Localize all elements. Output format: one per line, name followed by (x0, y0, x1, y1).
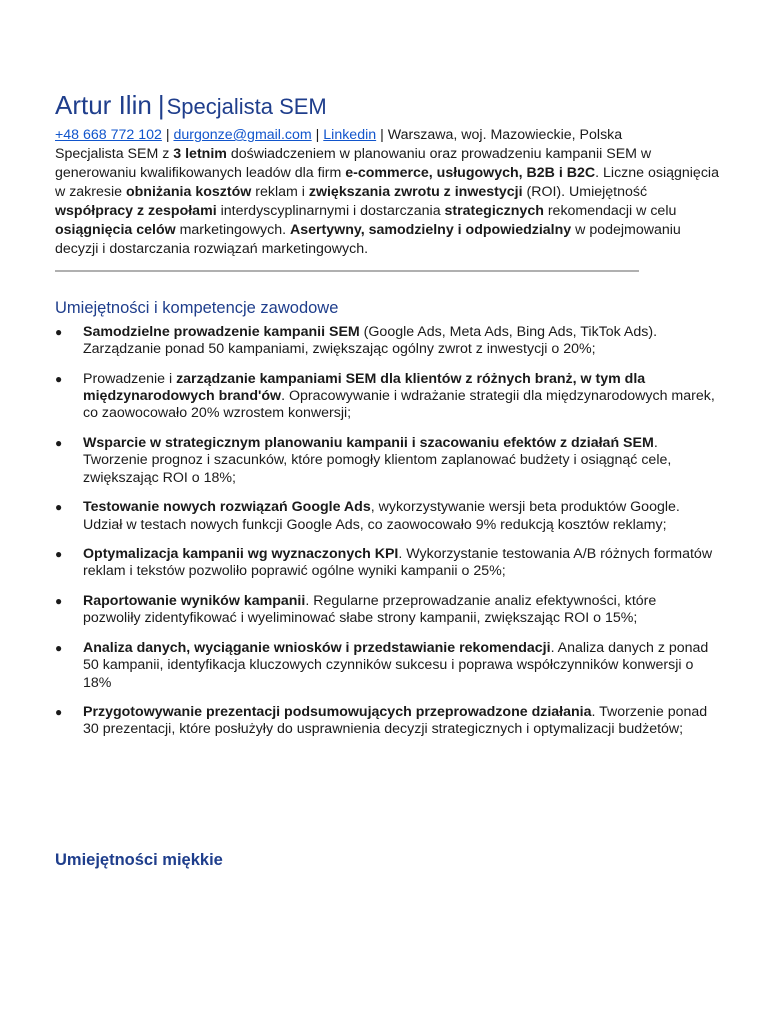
bullet-icon: ● (55, 436, 63, 451)
contact-line (55, 126, 715, 144)
summary-text: reklam i (251, 184, 309, 200)
summary-text: doświadczeniem w planowaniu oraz prowadzeniu kampanii SEM w generowaniu kwalifikowanych leadów dla firm (55, 146, 652, 181)
skill-title: Samodzielne prowadzenie kampanii SEM (83, 324, 360, 340)
summary-highlight: strategicznych (444, 203, 544, 219)
skills-section-heading: Umiejętności i kompetencje zawodowe (55, 299, 339, 317)
skills-list (55, 324, 715, 739)
skill-item (55, 435, 715, 487)
skill-title: Przygotowywanie prezentacji podsumowujących przeprowadzone działania (83, 704, 592, 721)
email-link[interactable]: durgonze@gmail.com (173, 127, 312, 143)
candidate-name: Artur Ilin (55, 90, 152, 120)
skill-item (55, 546, 715, 581)
page-title (55, 86, 715, 124)
section-divider (55, 270, 639, 272)
summary-text: interdyscyplinarnymi i dostarczania (216, 203, 445, 219)
summary-highlight: zwiększania zwrotu z inwestycji (308, 184, 523, 200)
skill-text: Prowadzenie i (83, 370, 177, 387)
summary-text: Specjalista SEM z (55, 146, 174, 162)
phone-link[interactable]: +48 668 772 102 (55, 127, 162, 143)
skill-title: Wsparcie w strategicznym planowaniu kampanii i szacowaniu efektów z działań SEM (83, 435, 654, 452)
summary-text: marketingowych. (175, 222, 290, 238)
summary-highlight: e-commerce, usługowych, B2B i B2C (345, 165, 596, 181)
bullet-icon: ● (55, 500, 63, 515)
summary-text: rekomendacji w celu (543, 203, 677, 219)
skill-item (55, 640, 715, 692)
skill-title: Optymalizacja kampanii wg wyznaczonych KPI (83, 546, 399, 563)
profile-summary (55, 145, 720, 259)
bullet-icon: ● (55, 325, 63, 339)
bullet-icon: ● (55, 594, 63, 609)
soft-skills-section-heading: Umiejętności miękkie (55, 851, 223, 869)
skill-description: . Tworzenie prognoz i szacunków, które pomogły klientom zaplanować budżety i osiągnąć cele, zwiększając ROI o 18%; (83, 435, 672, 486)
bullet-icon: ● (55, 371, 63, 386)
skill-description: (Google Ads, Meta Ads, Bing Ads, TikTok Ads). Zarządzanie ponad 50 kampaniami, zwiększając ogólny zwrot z inwestycji o 20%; (83, 324, 658, 358)
job-title: Specjalista SEM (166, 94, 327, 119)
summary-text: . Liczne osiągnięcia w zakresie (55, 165, 719, 200)
summary-highlight: Asertywny, samodzielny i odpowiedzialny (290, 222, 572, 238)
skill-item (55, 704, 715, 739)
skill-description: . Opracowywanie i wdrażanie strategii dla międzynarodowych marek, co zaowocowało 20% wzrostem konwersji; (83, 388, 715, 422)
title-separator: | (157, 90, 165, 120)
contact-separator: | (161, 127, 174, 143)
skill-description: . Tworzenie ponad 30 prezentacji, które posłużyły do usprawnienia decyzji strategicznych i optymalizacji budżetów; (83, 704, 708, 738)
skill-title: Testowanie nowych rozwiązań Google Ads (83, 499, 371, 516)
contact-separator: | (376, 127, 388, 143)
linkedin-link[interactable]: Linkedin (323, 127, 377, 143)
skill-item (55, 499, 715, 534)
skill-title: Raportowanie wyników kampanii (83, 593, 306, 610)
bullet-icon: ● (55, 547, 63, 562)
resume-page (55, 86, 719, 751)
summary-highlight: 3 letnim (173, 146, 227, 162)
skill-item (55, 593, 715, 628)
bullet-icon: ● (55, 705, 63, 720)
skill-description: . Wykorzystanie testowania A/B różnych formatów reklam i tekstów pozwoliło poprawić ogólne wyniki kampanii o 25%; (83, 546, 713, 580)
contact-separator: | (311, 127, 324, 143)
bullet-icon: ● (55, 640, 63, 655)
skill-title: zarządzanie kampaniami SEM dla klientów z różnych branż, w tym dla międzynarodowych brand'ów (83, 370, 646, 405)
summary-highlight: obniżania kosztów (125, 184, 252, 200)
skill-title: Analiza danych, wyciąganie wniosków i przedstawianie rekomendacji (83, 639, 551, 656)
summary-highlight: osiągnięcia celów (55, 222, 176, 238)
skill-item (55, 324, 715, 359)
location-text: Warszawa, woj. Mazowieckie, Polska (387, 127, 623, 143)
summary-text: w podejmowaniu decyzji i dostarczania rozwiązań marketingowych. (55, 222, 681, 257)
summary-highlight: współpracy z zespołami (55, 203, 217, 219)
skill-item (55, 371, 715, 423)
summary-text: (ROI). Umiejętność (522, 184, 648, 200)
skill-description: . Analiza danych z ponad 50 kampanii, identyfikacja kluczowych czynników sukcesu i poprawa współczynników konwersji o 18% (83, 639, 709, 691)
skill-description: , wykorzystywanie wersji beta produktów Google. Udział w testach nowych funkcji Google Ads, co zaowocowało 9% redukcją kosztów reklamy; (83, 499, 680, 533)
skill-description: . Regularne przeprowadzanie analiz efektywności, które pozwoliły zidentyfikować i wyeliminować słabe strony kampanii, zwiększając ROI o 15%; (83, 593, 657, 627)
